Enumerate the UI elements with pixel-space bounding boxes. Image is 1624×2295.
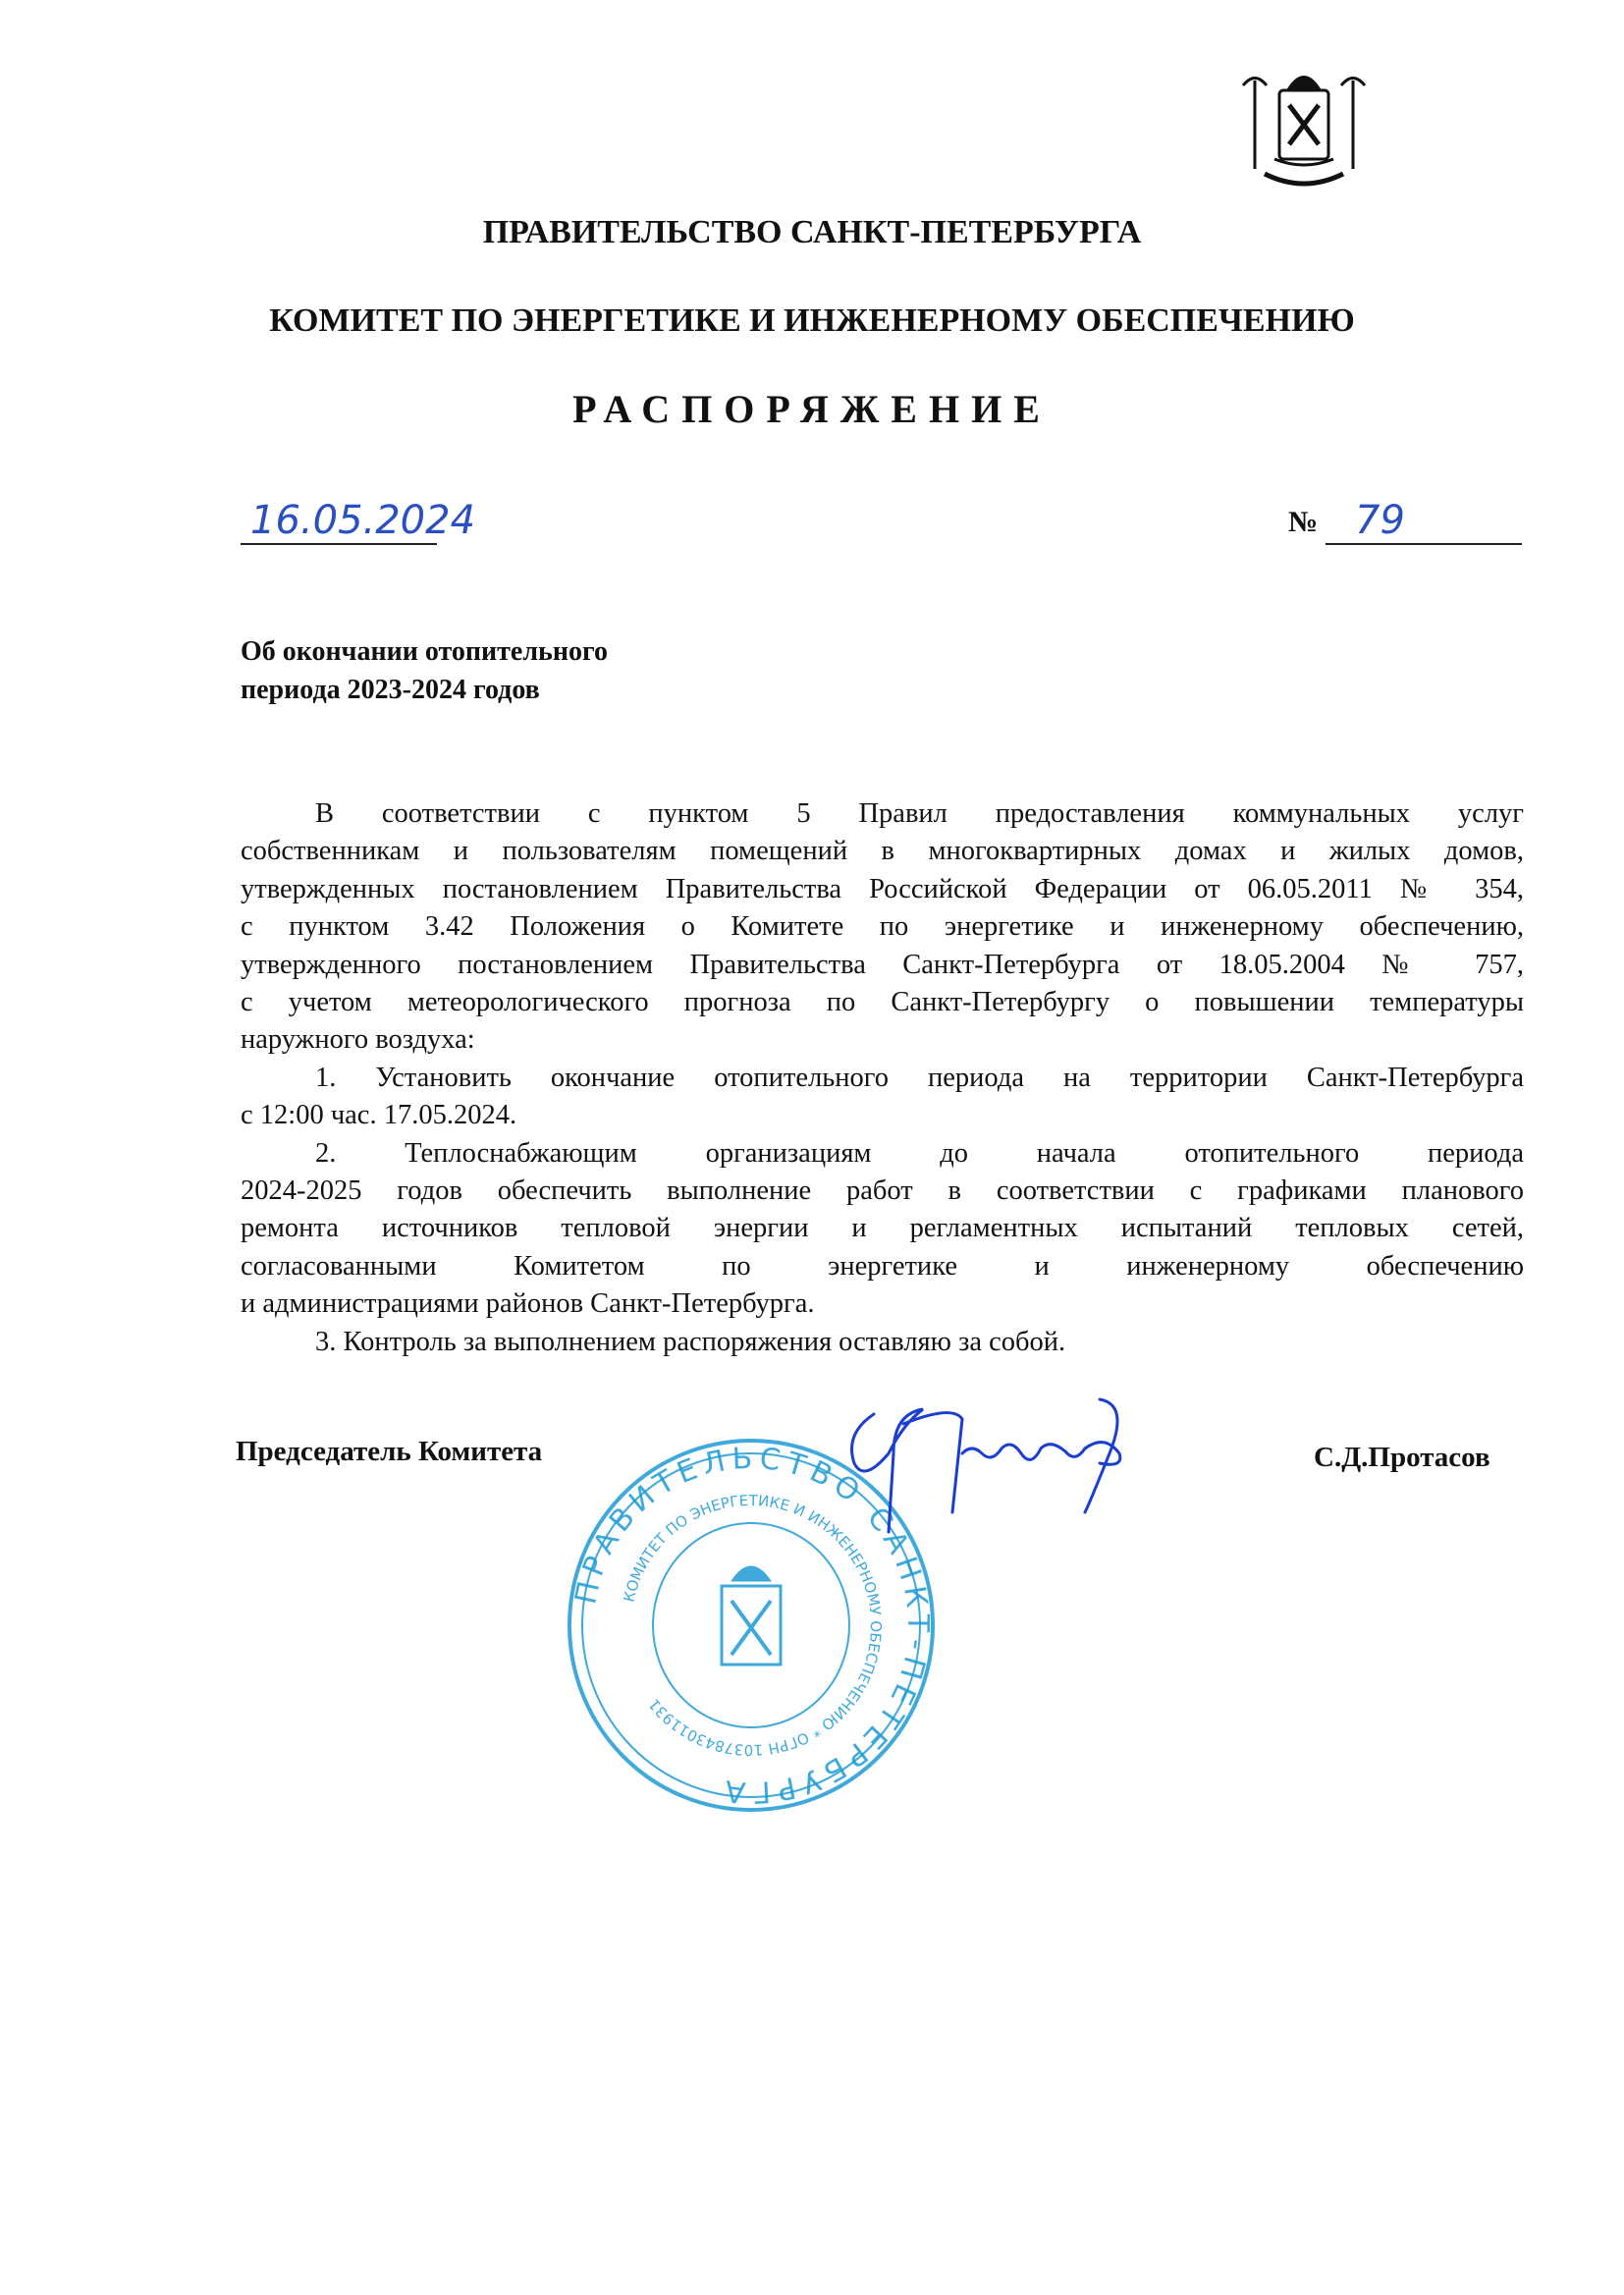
- body-line: В соответствии с пунктом 5 Правил предоставления коммунальных услуг: [315, 798, 1524, 829]
- body-line: согласованными Комитетом по энергетике и инженерному обеспечению: [241, 1250, 1524, 1282]
- number-field: [1326, 496, 1522, 545]
- body-line: с пунктом 3.42 Положения о Комитете по энергетике и инженерному обеспечению,: [241, 911, 1524, 943]
- committee-title: КОМИТЕТ ПО ЭНЕРГЕТИКЕ И ИНЖЕНЕРНОМУ ОБЕСПЕЧЕНИЮ: [269, 302, 1355, 339]
- body-line: с 12:00 час. 17.05.2024.: [241, 1100, 517, 1131]
- body-line: утвержденного постановлением Правительства Санкт-Петербурга от 18.05.2004 № 757,: [241, 949, 1524, 980]
- body-line: и администрациями районов Санкт-Петербурга.: [241, 1288, 815, 1320]
- stamp-outer-text: ПРАВИТЕЛЬСТВО САНКТ-ПЕТЕРБУРГА: [568, 1441, 936, 1810]
- coat-of-arms-icon: [1235, 61, 1373, 193]
- signatory-role: Председатель Комитета: [236, 1436, 543, 1467]
- document-body: [241, 795, 1524, 1361]
- subject-line: Об окончании отопительного: [241, 636, 608, 667]
- subject: [241, 632, 608, 709]
- stamp-inner-text: КОМИТЕТ ПО ЭНЕРГЕТИКЕ И ИНЖЕНЕРНОМУ ОБЕСПЕЧЕНИЮ * ОГРН 1037843011931: [620, 1491, 886, 1760]
- government-title: ПРАВИТЕЛЬСТВО САНКТ-ПЕТЕРБУРГА: [482, 214, 1142, 250]
- body-line: 2. Теплоснабжающим организациям до начала отопительного периода: [315, 1137, 1524, 1169]
- body-line: наружного воздуха:: [241, 1024, 475, 1056]
- signatory-name: С.Д.Протасов: [1314, 1442, 1490, 1473]
- body-line: ремонта источников тепловой энергии и регламентных испытаний тепловых сетей,: [241, 1213, 1524, 1244]
- number-value: 79: [1355, 498, 1405, 543]
- handwritten-signature: [835, 1394, 1168, 1542]
- body-line: утвержденных постановлением Правительства Российской Федерации от 06.05.2011 № 354,: [241, 873, 1524, 904]
- body-line: 2024-2025 годов обеспечить выполнение работ в соответствии с графиками планового: [241, 1175, 1524, 1207]
- date-field: [241, 496, 476, 545]
- document-type: РАСПОРЯЖЕНИЕ: [572, 387, 1052, 431]
- body-line: с учетом метеорологического прогноза по Санкт-Петербургу о повышении температуры: [241, 987, 1524, 1018]
- body-line: 1. Установить окончание отопительного периода на территории Санкт-Петербурга: [315, 1062, 1524, 1093]
- body-line: 3. Контроль за выполнением распоряжения оставляю за собой.: [315, 1326, 1066, 1357]
- date-value: 16.05.2024: [250, 498, 476, 543]
- body-line: собственникам и пользователям помещений в многоквартирных домах и жилых домов,: [241, 836, 1524, 867]
- number-label: №: [1288, 506, 1319, 538]
- subject-line: периода 2023-2024 годов: [241, 675, 540, 705]
